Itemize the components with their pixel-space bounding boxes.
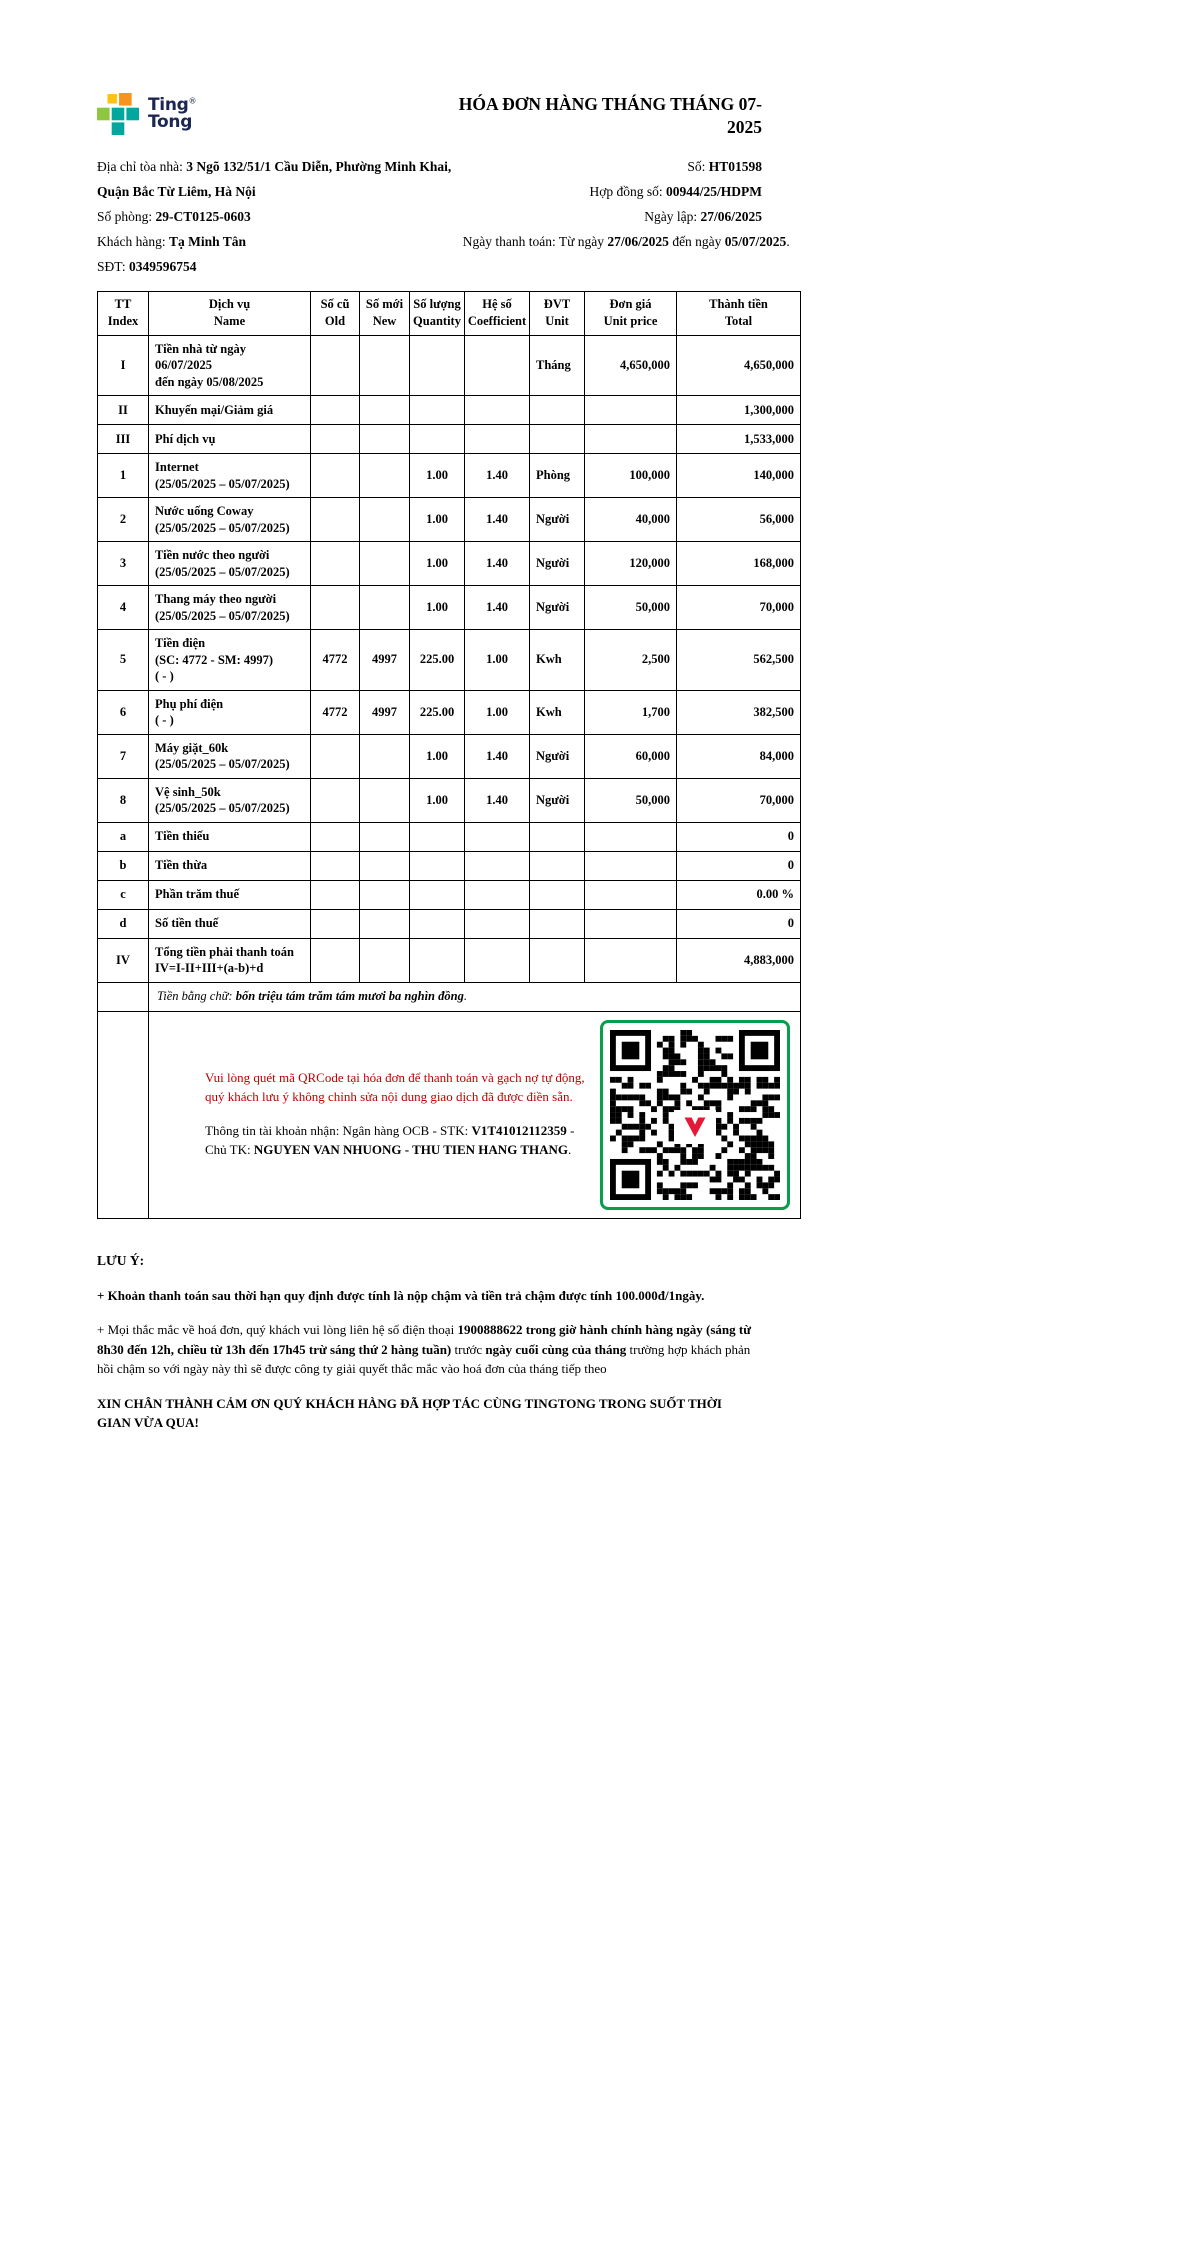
cell-unit-price xyxy=(585,938,677,982)
cell-total: 562,500 xyxy=(677,630,801,691)
cell-total: 168,000 xyxy=(677,542,801,586)
text-segment: 00944/25/HDPM xyxy=(666,183,762,199)
amount-words-label: Tiền bằng chữ: xyxy=(157,989,236,1003)
cell-new xyxy=(360,734,410,778)
cell-quantity: 1.00 xyxy=(410,778,465,822)
invoice-table xyxy=(97,291,801,1219)
info-line xyxy=(97,254,463,279)
cell-old xyxy=(311,734,360,778)
cell-total: 4,650,000 xyxy=(677,335,801,396)
cell-unit: Kwh xyxy=(530,630,585,691)
text-segment: Địa chỉ tòa nhà: xyxy=(97,158,187,174)
cell-new xyxy=(360,396,410,425)
text-segment: . xyxy=(786,233,790,249)
cell-name: Khuyến mại/Giảm giá xyxy=(149,396,311,425)
amount-words-suffix: . xyxy=(463,989,467,1003)
amount-in-words-row xyxy=(98,982,801,1011)
cell-name: Nước uống Coway (25/05/2025 – 05/07/2025) xyxy=(149,498,311,542)
cell-name: Tiền điện (SC: 4772 - SM: 4997) ( - ) xyxy=(149,630,311,691)
cell-unit-price: 120,000 xyxy=(585,542,677,586)
text-segment: 27/06/2025 xyxy=(700,208,762,224)
column-header: Số lượng Quantity xyxy=(410,291,465,335)
cell-new xyxy=(360,586,410,630)
cell-index: 5 xyxy=(98,630,149,691)
text-segment: ngày cuối cùng của tháng xyxy=(485,1341,627,1357)
table-row xyxy=(98,778,801,822)
cell-unit: Tháng xyxy=(530,335,585,396)
cell-unit-price: 50,000 xyxy=(585,586,677,630)
brand-word-ting: Ting xyxy=(148,94,189,115)
v-logo-icon xyxy=(682,1115,708,1139)
cell-unit xyxy=(530,396,585,425)
cell-new xyxy=(360,778,410,822)
cell-unit-price: 50,000 xyxy=(585,778,677,822)
cell-quantity: 225.00 xyxy=(410,630,465,691)
table-row xyxy=(98,938,801,982)
table-row xyxy=(98,909,801,938)
cell-new: 4997 xyxy=(360,690,410,734)
text-segment: V1T41012112359 xyxy=(471,1123,567,1138)
cell-unit-price xyxy=(585,880,677,909)
cell-unit-price xyxy=(585,396,677,425)
cell-old xyxy=(311,335,360,396)
cell-name: Tiền thiếu xyxy=(149,822,311,851)
cell-unit: Người xyxy=(530,542,585,586)
table-header-row xyxy=(98,291,801,335)
cell-total: 0.00 % xyxy=(677,880,801,909)
table-footer xyxy=(98,982,801,1218)
cell-unit xyxy=(530,909,585,938)
column-header: TT Index xyxy=(98,291,149,335)
table-row xyxy=(98,880,801,909)
info-left xyxy=(97,154,463,279)
table-row xyxy=(98,542,801,586)
cell-old xyxy=(311,822,360,851)
cell-coefficient: 1.40 xyxy=(465,542,530,586)
cell-index: 3 xyxy=(98,542,149,586)
text-segment: 3 Ngõ 132/51/1 Cầu Diễn, Phường Minh Khai, xyxy=(186,158,452,174)
cell-unit-price: 40,000 xyxy=(585,498,677,542)
cell-total: 1,300,000 xyxy=(677,396,801,425)
cell-index-empty xyxy=(98,1011,149,1218)
cell-quantity xyxy=(410,938,465,982)
table-row xyxy=(98,851,801,880)
cell-total: 0 xyxy=(677,851,801,880)
cell-unit: Người xyxy=(530,734,585,778)
cell-coefficient xyxy=(465,822,530,851)
text-segment: trước xyxy=(451,1341,486,1357)
qr-instruction: Vui lòng quét mã QRCode tại hóa đơn để thanh toán và gạch nợ tự động, quý khách lưu ý không chỉnh sửa nội dung giao dịch đã được điền sẵn. xyxy=(205,1070,585,1105)
cell-old xyxy=(311,909,360,938)
cell-new xyxy=(360,938,410,982)
cell-unit-price: 4,650,000 xyxy=(585,335,677,396)
qr-row xyxy=(98,1011,801,1218)
text-segment: XIN CHÂN THÀNH CẢM ƠN QUÝ KHÁCH HÀNG ĐÃ HỢP TÁC CÙNG TINGTONG TRONG SUỐT THỜI GIAN VỪA QUA! xyxy=(97,1395,722,1431)
cell-name: Tiền thừa xyxy=(149,851,311,880)
text-segment: NGUYEN VAN NHUONG - THU TIEN HANG THANG xyxy=(253,1141,568,1157)
footer-paragraph xyxy=(97,1394,752,1433)
cell-coefficient xyxy=(465,425,530,454)
cell-quantity xyxy=(410,396,465,425)
info-line xyxy=(463,179,762,204)
column-header: ĐVT Unit xyxy=(530,291,585,335)
amount-in-words-cell xyxy=(149,982,801,1011)
cell-new xyxy=(360,542,410,586)
cell-total: 70,000 xyxy=(677,586,801,630)
cell-total: 1,533,000 xyxy=(677,425,801,454)
text-segment: Tạ Minh Tân xyxy=(168,233,247,249)
cell-unit xyxy=(530,938,585,982)
cell-index: 4 xyxy=(98,586,149,630)
cell-coefficient: 1.40 xyxy=(465,586,530,630)
cell-coefficient: 1.00 xyxy=(465,630,530,691)
cell-old xyxy=(311,454,360,498)
brand-logo xyxy=(97,93,196,135)
cell-old xyxy=(311,778,360,822)
cell-index: d xyxy=(98,909,149,938)
table-body xyxy=(98,335,801,982)
table-row xyxy=(98,586,801,630)
cell-quantity: 225.00 xyxy=(410,690,465,734)
text-segment: đến ngày xyxy=(668,233,725,249)
cell-old xyxy=(311,586,360,630)
cell-coefficient xyxy=(465,851,530,880)
cell-index: 6 xyxy=(98,690,149,734)
cell-total: 4,883,000 xyxy=(677,938,801,982)
text-segment: Khách hàng: xyxy=(97,233,169,249)
cell-old xyxy=(311,425,360,454)
cell-index: 1 xyxy=(98,454,149,498)
text-segment: HT01598 xyxy=(708,158,762,174)
cell-name: Thang máy theo người (25/05/2025 – 05/07/2025) xyxy=(149,586,311,630)
cell-new xyxy=(360,335,410,396)
cell-unit xyxy=(530,851,585,880)
cell-quantity: 1.00 xyxy=(410,498,465,542)
table-row xyxy=(98,822,801,851)
text-segment: Số phòng: xyxy=(97,208,156,224)
table-row xyxy=(98,498,801,542)
cell-quantity: 1.00 xyxy=(410,586,465,630)
cell-quantity: 1.00 xyxy=(410,542,465,586)
cell-unit-price: 60,000 xyxy=(585,734,677,778)
cell-coefficient: 1.00 xyxy=(465,690,530,734)
cell-unit-price xyxy=(585,851,677,880)
cell-quantity xyxy=(410,851,465,880)
table-row xyxy=(98,396,801,425)
column-header: Dịch vụ Name xyxy=(149,291,311,335)
brand-name-bottom: Tong xyxy=(148,112,193,132)
cell-index: III xyxy=(98,425,149,454)
table-row xyxy=(98,690,801,734)
table-row xyxy=(98,454,801,498)
cell-unit: Người xyxy=(530,498,585,542)
cell-new xyxy=(360,851,410,880)
cell-coefficient: 1.40 xyxy=(465,454,530,498)
info-line xyxy=(463,154,762,179)
payment-v-logo xyxy=(674,1110,716,1144)
cell-coefficient xyxy=(465,335,530,396)
cell-total: 140,000 xyxy=(677,454,801,498)
cell-coefficient: 1.40 xyxy=(465,734,530,778)
cell-unit-price: 1,700 xyxy=(585,690,677,734)
invoice-content xyxy=(97,93,800,1433)
cell-new xyxy=(360,454,410,498)
column-header: Thành tiền Total xyxy=(677,291,801,335)
info-line xyxy=(462,229,790,254)
cell-total: 0 xyxy=(677,909,801,938)
cell-quantity xyxy=(410,909,465,938)
cell-quantity xyxy=(410,822,465,851)
text-segment: Quận Bắc Từ Liêm, Hà Nội xyxy=(97,183,256,199)
cell-index: c xyxy=(98,880,149,909)
text-segment: Ngày thanh toán: Từ ngày xyxy=(462,233,608,249)
cell-total: 56,000 xyxy=(677,498,801,542)
cell-index: IV xyxy=(98,938,149,982)
cell-unit: Người xyxy=(530,778,585,822)
cell-total: 382,500 xyxy=(677,690,801,734)
cell-unit xyxy=(530,425,585,454)
cell-name: Máy giặt_60k (25/05/2025 – 05/07/2025) xyxy=(149,734,311,778)
cell-new xyxy=(360,425,410,454)
document-title: HÓA ĐƠN HÀNG THÁNG THÁNG 07-2025 xyxy=(458,94,762,137)
text-segment: Thông tin tài khoản nhận: Ngân hàng OCB - STK: xyxy=(205,1123,472,1138)
cell-new xyxy=(360,822,410,851)
cell-unit: Phòng xyxy=(530,454,585,498)
cell-quantity xyxy=(410,425,465,454)
text-segment: Số: xyxy=(687,158,709,174)
cell-coefficient: 1.40 xyxy=(465,498,530,542)
cell-old xyxy=(311,880,360,909)
text-segment: 29-CT0125-0603 xyxy=(155,208,251,224)
text-segment: + Khoản thanh toán sau thời hạn quy định được tính là nộp chậm và tiền trả chậm được tính 100.000đ/1ngày. xyxy=(97,1287,705,1303)
cell-name: Tổng tiền phải thanh toán IV=I-II+III+(a-b)+d xyxy=(149,938,311,982)
footer-paragraph xyxy=(97,1320,752,1379)
info-line xyxy=(97,154,463,179)
column-header: Số mới New xyxy=(360,291,410,335)
cell-index-empty xyxy=(98,982,149,1011)
table-row xyxy=(98,335,801,396)
cell-index: b xyxy=(98,851,149,880)
table-row xyxy=(98,630,801,691)
account-info xyxy=(205,1122,587,1160)
cell-old xyxy=(311,396,360,425)
cell-coefficient xyxy=(465,909,530,938)
text-segment: - Chủ TK: xyxy=(205,1123,575,1157)
text-segment: + Mọi thắc mắc về hoá đơn, quý khách vui lòng liên hệ số điện thoại xyxy=(97,1322,458,1338)
footer-notes xyxy=(97,1251,752,1433)
cell-quantity: 1.00 xyxy=(410,454,465,498)
payment-cell xyxy=(149,1011,801,1218)
cell-index: 2 xyxy=(98,498,149,542)
cell-unit: Kwh xyxy=(530,690,585,734)
cell-unit: Người xyxy=(530,586,585,630)
cell-coefficient xyxy=(465,396,530,425)
cell-name: Phí dịch vụ xyxy=(149,425,311,454)
text-segment: 27/06/2025 xyxy=(607,233,669,249)
info-line xyxy=(463,204,762,229)
text-segment: 0349596754 xyxy=(128,258,197,274)
cell-new xyxy=(360,909,410,938)
text-segment: Ngày lập: xyxy=(644,208,701,224)
payment-notes xyxy=(205,1069,587,1159)
cell-old: 4772 xyxy=(311,630,360,691)
text-segment: Hợp đồng số: xyxy=(589,183,666,199)
cell-index: 7 xyxy=(98,734,149,778)
cell-old: 4772 xyxy=(311,690,360,734)
text-segment: SĐT: xyxy=(97,258,129,274)
invoice-info xyxy=(97,154,800,279)
payment-block xyxy=(155,1020,794,1210)
text-segment: 05/07/2025 xyxy=(724,233,787,249)
text-segment: . xyxy=(568,1141,572,1157)
cell-quantity: 1.00 xyxy=(410,734,465,778)
info-line xyxy=(97,229,463,254)
cell-quantity xyxy=(410,880,465,909)
header xyxy=(97,93,800,139)
cell-coefficient xyxy=(465,938,530,982)
tingtong-logo-icon xyxy=(97,93,139,135)
cell-quantity xyxy=(410,335,465,396)
cell-old xyxy=(311,498,360,542)
cell-index: a xyxy=(98,822,149,851)
text-segment: 1900888622 trong giờ hành chính hàng ngày (sáng từ 8h30 đến 12h, chiều từ 13h đến 17h45 trừ sáng thứ 2 hàng tuần) xyxy=(97,1322,752,1357)
footer-paragraph xyxy=(97,1286,752,1306)
cell-unit-price xyxy=(585,425,677,454)
column-header: Hệ số Coefficient xyxy=(465,291,530,335)
cell-total: 0 xyxy=(677,822,801,851)
cell-old xyxy=(311,851,360,880)
cell-unit xyxy=(530,822,585,851)
cell-unit-price: 2,500 xyxy=(585,630,677,691)
cell-total: 84,000 xyxy=(677,734,801,778)
column-header: Số cũ Old xyxy=(311,291,360,335)
cell-unit-price xyxy=(585,822,677,851)
cell-unit-price: 100,000 xyxy=(585,454,677,498)
cell-coefficient: 1.40 xyxy=(465,778,530,822)
cell-new xyxy=(360,498,410,542)
cell-name: Vệ sinh_50k (25/05/2025 – 05/07/2025) xyxy=(149,778,311,822)
cell-old xyxy=(311,938,360,982)
cell-new: 4997 xyxy=(360,630,410,691)
table-row xyxy=(98,425,801,454)
cell-unit xyxy=(530,880,585,909)
registered-mark: ® xyxy=(188,96,197,106)
footer-heading: LƯU Ý: xyxy=(97,1252,145,1268)
column-header: Đơn giá Unit price xyxy=(585,291,677,335)
cell-index: I xyxy=(98,335,149,396)
cell-name: Tiền nước theo người (25/05/2025 – 05/07/2025) xyxy=(149,542,311,586)
cell-name: Phần trăm thuế xyxy=(149,880,311,909)
cell-name: Internet (25/05/2025 – 05/07/2025) xyxy=(149,454,311,498)
cell-old xyxy=(311,542,360,586)
cell-total: 70,000 xyxy=(677,778,801,822)
info-line xyxy=(97,204,463,229)
qr-code xyxy=(600,1020,790,1210)
info-right xyxy=(462,154,790,279)
cell-coefficient xyxy=(465,880,530,909)
cell-name: Tiền nhà từ ngày 06/07/2025 đến ngày 05/08/2025 xyxy=(149,335,311,396)
cell-name: Phụ phí điện ( - ) xyxy=(149,690,311,734)
table-row xyxy=(98,734,801,778)
cell-name: Số tiền thuế xyxy=(149,909,311,938)
cell-unit-price xyxy=(585,909,677,938)
cell-index: II xyxy=(98,396,149,425)
info-line xyxy=(97,179,463,204)
text-segment: trường hợp khách phản hồi chậm so với ngày này thì sẽ được công ty giải quyết thắc mắc vào hoá đơn của tháng tiếp theo xyxy=(97,1341,751,1377)
cell-index: 8 xyxy=(98,778,149,822)
brand-name xyxy=(148,94,197,132)
amount-words-value: bốn triệu tám trăm tám mươi ba nghìn đồng xyxy=(235,989,464,1003)
cell-new xyxy=(360,880,410,909)
